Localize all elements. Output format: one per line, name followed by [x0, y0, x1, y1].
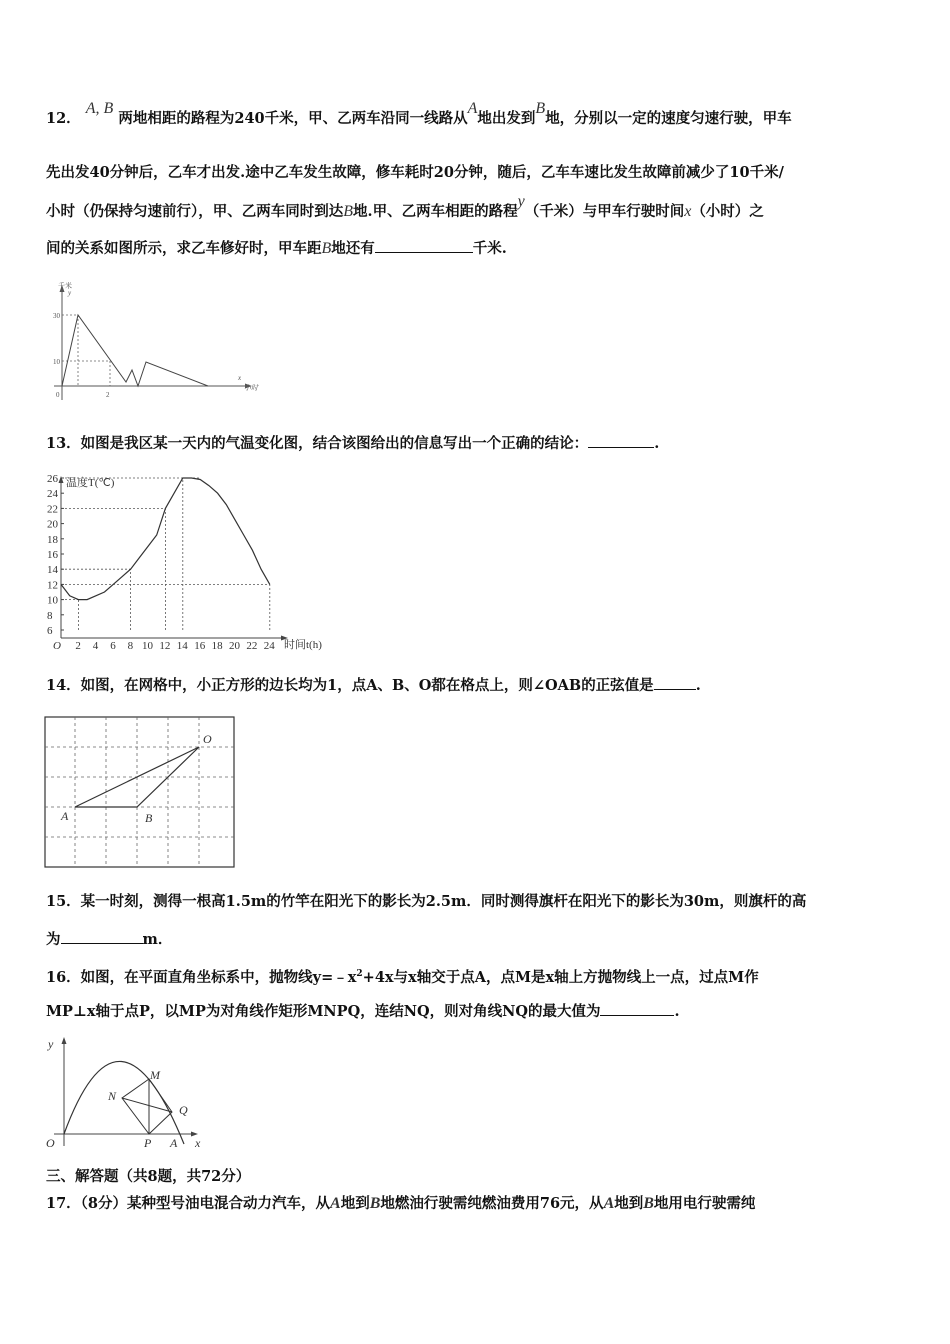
q13-x-tick-label: 18	[211, 640, 223, 652]
q12-l3d: （千米）与甲车行驶时间	[524, 203, 685, 220]
q16-line1a: 16．如图，在平面直角坐标系中，抛物线y=﹣x	[46, 968, 357, 986]
q16-line2-text: MP⊥x轴于点P，以MP为对角线作矩形MNPQ，连结NQ，则对角线NQ的最大值为	[46, 1003, 601, 1020]
q16-label-p: P	[144, 1136, 152, 1150]
q12-l3e: （小时）之	[691, 203, 764, 220]
q16-segment-nq	[122, 1098, 172, 1112]
q14-text: 14．如图，在网格中，小正方形的边长均为1，点A、B、O都在格点上，则∠OAB的正弦值是	[46, 677, 654, 694]
q12-tick-30: 30	[53, 312, 60, 320]
q16-line1	[46, 963, 759, 989]
q12-l4d: 千米.	[472, 240, 507, 257]
q13-text: 13．如图是我区某一天内的气温变化图，结合该图给出的信息写出一个正确的结论：	[46, 435, 589, 452]
q14-answer-blank[interactable]	[654, 675, 696, 690]
q13-y-tick-label: 12	[47, 579, 58, 592]
q12-line3	[46, 193, 764, 223]
q13-x-tick-label: 22	[246, 640, 258, 652]
q16-superscript: 2	[356, 969, 363, 979]
q15-line1: 15．某一时刻，测得一根高1.5m的竹竿在阳光下的影长为2.5m．同时测得旗杆在阳光下的影长为30m，则旗杆的高	[46, 893, 807, 910]
q12-l3a: 小时（仍保持匀速前行），甲、乙两车同时到达	[46, 203, 344, 220]
q16-label-y: y	[48, 1037, 54, 1051]
q17-a2: 地到	[340, 1195, 370, 1212]
q13-y-tick-label: 18	[47, 533, 58, 546]
q13-origin: O	[53, 640, 61, 652]
q13-x-tick-label: 14	[176, 640, 188, 652]
q12-line1	[46, 100, 792, 130]
q16-label-x: x	[195, 1136, 201, 1150]
q16-rectangle-mnpq	[122, 1079, 172, 1134]
q15-line2a: 为	[46, 931, 61, 948]
q12-text1: 两地相距的路程为240千米，甲、乙两车沿同一线路从	[118, 110, 468, 127]
q17-a1: 17．（8分）某种型号油电混合动力汽车，从	[46, 1195, 331, 1212]
q13-x-tick-label: 10	[142, 640, 153, 652]
q12-ylabel: y	[68, 289, 72, 297]
q12-text3: 地，分别以一定的速度匀速行驶，甲车	[545, 110, 792, 127]
q13-y-tick-label: 26	[47, 473, 58, 485]
q16-label-q: Q	[179, 1103, 188, 1117]
q12-distance-graph	[48, 282, 268, 407]
section-3-heading: 三、解答题（共8题，共72分）	[46, 1168, 251, 1185]
q12-tick-2: 2	[106, 391, 110, 399]
q13-x-tick-label: 8	[127, 640, 134, 652]
q12-ylabel-unit: 千米	[58, 282, 72, 290]
q12-distance-line	[62, 315, 208, 386]
q12-a: A	[467, 100, 478, 117]
q16-label-n: N	[108, 1089, 117, 1103]
q16-line2	[46, 1001, 680, 1023]
q16-line1b: +4x与x轴交于点A，点M是x轴上方抛物线上一点，过点M作	[362, 968, 759, 986]
q12-text2: 地出发到	[477, 110, 536, 127]
q13-end: .	[654, 435, 660, 452]
q13-x-tick-label: 12	[159, 640, 171, 652]
q17-a4: A	[603, 1195, 615, 1212]
q12-line2: 先出发40分钟后，乙车才出发.途中乙车发生故障，修车耗时20分钟，随后，乙车车速比发生故障前减少了10千米/	[46, 164, 784, 181]
q13-temperature-chart	[44, 470, 334, 655]
q13-xlabel: 时间t(h)	[284, 639, 322, 651]
q12-number: 12．	[46, 110, 81, 127]
q12-l3b: B	[343, 203, 354, 220]
q12-origin: 0	[56, 391, 60, 399]
q13-y-tick-label: 22	[47, 503, 58, 516]
q14-label-b: B	[145, 811, 153, 825]
q16-y-arrow	[62, 1037, 67, 1044]
q17-a: A	[330, 1195, 341, 1212]
q13-y-tick-label: 16	[47, 549, 58, 561]
q12-l4b: B	[321, 240, 332, 257]
q16-answer-blank[interactable]	[600, 1001, 674, 1016]
q13-y-tick-label: 20	[47, 518, 58, 531]
q14-grid-figure	[44, 716, 236, 870]
q12-line4	[46, 238, 507, 260]
q17-line1	[46, 1193, 755, 1215]
q12-ab: A, B	[85, 100, 114, 117]
q13-y-tick-label: 10	[47, 594, 58, 607]
q14-label-a: A	[61, 809, 69, 823]
q13-x-tick-label: 20	[229, 640, 240, 652]
q17-a6: 地用电行驶需纯	[653, 1195, 756, 1212]
q17-b: B	[369, 1195, 381, 1212]
q16-label-m: M	[150, 1068, 160, 1082]
q14-label-o: O	[203, 732, 212, 746]
q15-line2	[46, 929, 172, 951]
q12-xunit: 小时	[244, 384, 258, 392]
q13-y-tick-label: 14	[47, 564, 58, 577]
q12-l4a: 间的关系如图所示，求乙车修好时，甲车距	[46, 240, 322, 257]
q12-b: B	[535, 100, 546, 117]
q13-x-tick-label: 16	[194, 640, 206, 652]
q12-tick-10: 10	[53, 358, 60, 366]
q12-l3y: y	[517, 193, 525, 210]
q13-x-tick-label: 24	[263, 640, 275, 652]
q16-label-a: A	[170, 1136, 178, 1150]
q12-answer-blank[interactable]	[375, 238, 473, 253]
q12-l4c: 地还有	[331, 240, 375, 257]
q17-b2: B	[643, 1195, 654, 1212]
q16-parabola-figure	[44, 1034, 214, 1152]
q13-y-tick-label: 6	[47, 625, 53, 637]
q13-x-tick-label: 4	[92, 640, 99, 652]
q17-a3: 地燃油行驶需纯燃油费用76元，从	[380, 1195, 604, 1212]
q15-line2b: m．	[142, 931, 173, 948]
q15-answer-blank[interactable]	[61, 929, 143, 944]
q12-xlabel: x	[238, 374, 242, 382]
q14-line	[46, 675, 701, 697]
q13-x-tick-label: 6	[110, 640, 116, 652]
q13-y-arrow	[59, 476, 64, 483]
q13-answer-blank[interactable]	[588, 433, 654, 448]
q16-label-o: O	[46, 1136, 55, 1150]
q13-y-tick-label: 24	[47, 488, 58, 501]
q13-ylabel: 温度T(℃)	[66, 477, 115, 489]
q16-end: .	[674, 1003, 680, 1020]
q13-x-tick-label: 2	[75, 640, 81, 652]
q14-end: .	[695, 677, 701, 694]
q13-line	[46, 433, 659, 455]
q12-l3x: x	[684, 203, 692, 220]
q12-l3c: 地.甲、乙两车相距的路程	[353, 203, 518, 220]
q17-a5: 地到	[614, 1195, 644, 1212]
q13-y-tick-label: 8	[47, 609, 53, 622]
